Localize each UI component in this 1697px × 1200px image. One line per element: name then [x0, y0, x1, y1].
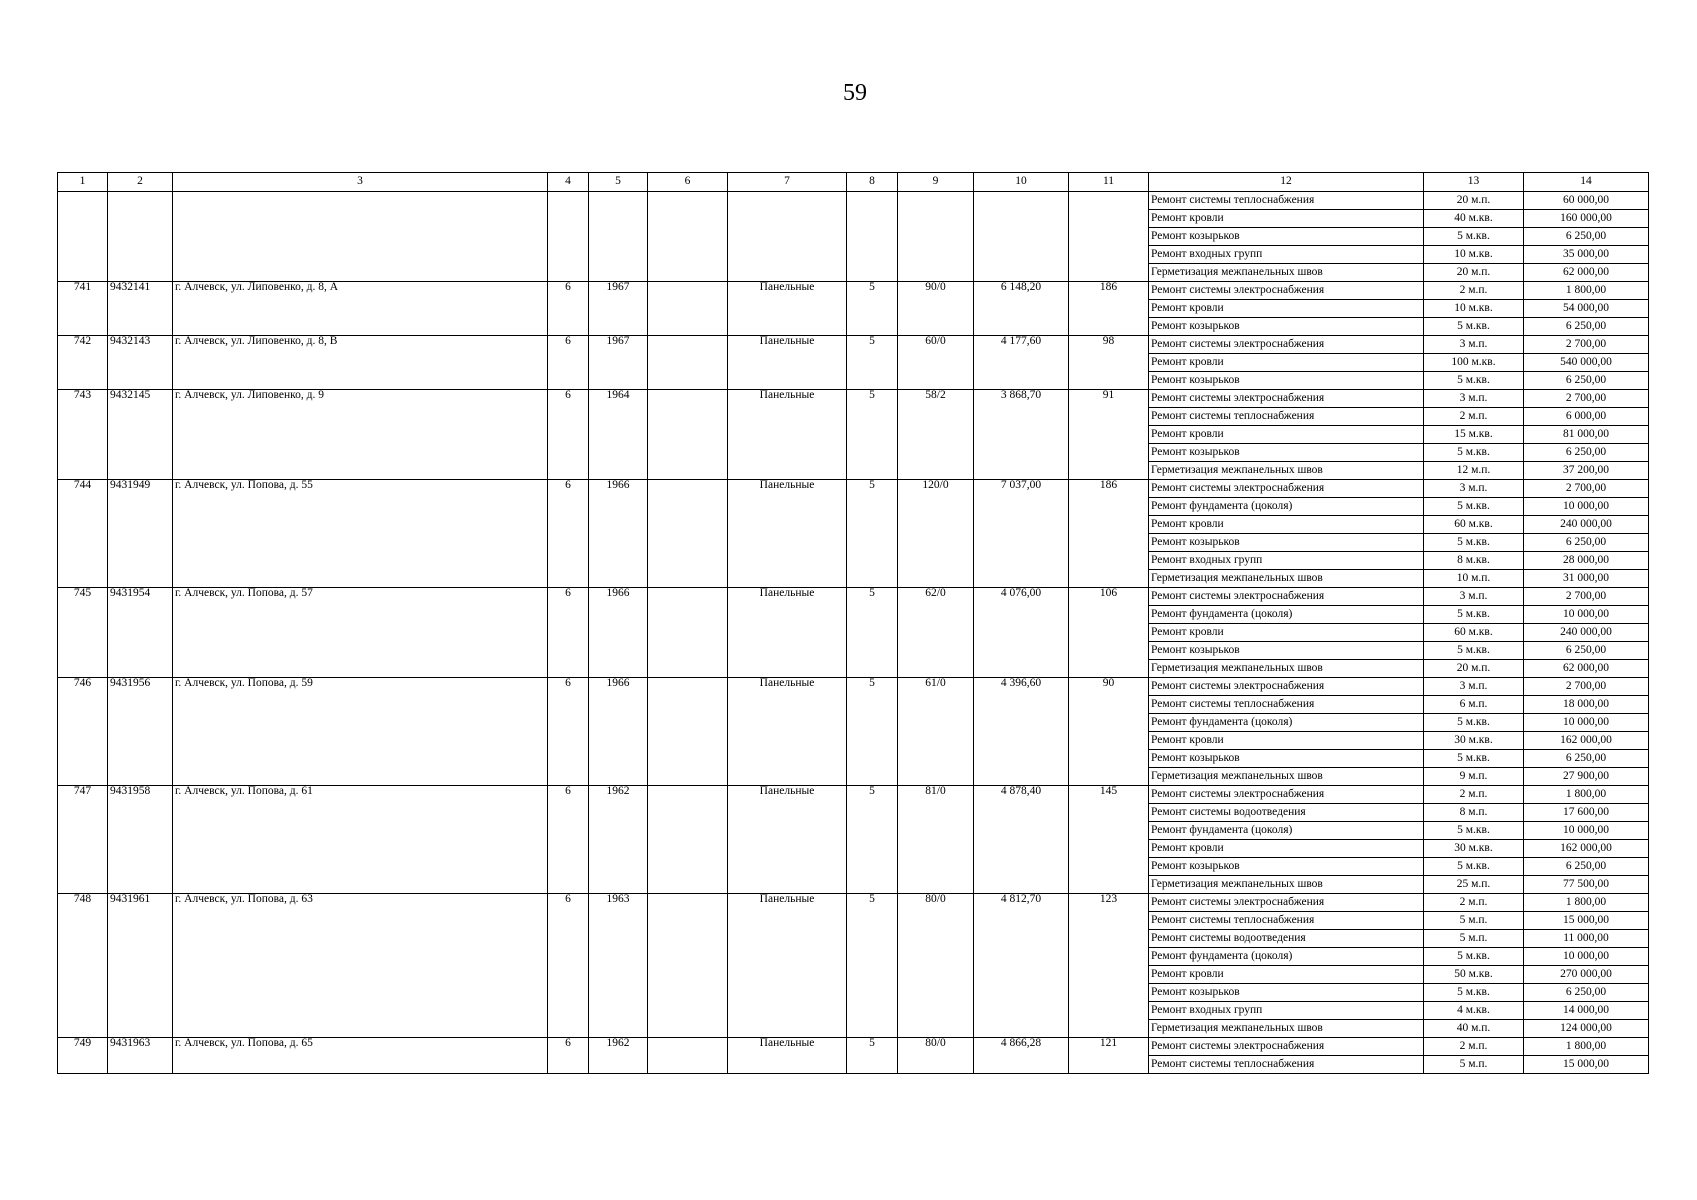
building-residents	[1069, 192, 1149, 282]
building-floors: 5	[847, 786, 898, 894]
work-name: Герметизация межпанельных швов	[1149, 768, 1424, 786]
building-apartments: 62/0	[898, 588, 974, 678]
work-name: Ремонт козырьков	[1149, 228, 1424, 246]
building-wall-material: Панельные	[728, 1038, 847, 1074]
building-floors	[847, 192, 898, 282]
work-cost: 6 250,00	[1524, 228, 1649, 246]
work-cost: 18 000,00	[1524, 696, 1649, 714]
work-cost: 124 000,00	[1524, 1020, 1649, 1038]
work-quantity: 60 м.кв.	[1424, 624, 1524, 642]
work-quantity: 5 м.п.	[1424, 930, 1524, 948]
building-floors: 5	[847, 894, 898, 1038]
building-address	[173, 192, 548, 282]
building-col4: 6	[548, 786, 589, 894]
building-year: 1967	[589, 282, 648, 336]
building-code	[108, 192, 173, 282]
work-name: Ремонт козырьков	[1149, 984, 1424, 1002]
building-col6	[648, 192, 728, 282]
building-col4: 6	[548, 1038, 589, 1074]
work-name: Ремонт козырьков	[1149, 642, 1424, 660]
work-quantity: 20 м.п.	[1424, 264, 1524, 282]
work-name: Ремонт системы водоотведения	[1149, 930, 1424, 948]
work-quantity: 3 м.п.	[1424, 678, 1524, 696]
work-quantity: 2 м.п.	[1424, 1038, 1524, 1056]
work-name: Ремонт кровли	[1149, 624, 1424, 642]
table-row	[58, 192, 1649, 210]
building-col6	[648, 336, 728, 390]
page-number: 59	[843, 80, 867, 106]
work-quantity: 5 м.кв.	[1424, 606, 1524, 624]
work-cost: 540 000,00	[1524, 354, 1649, 372]
work-quantity: 5 м.кв.	[1424, 714, 1524, 732]
work-name: Ремонт фундамента (цоколя)	[1149, 948, 1424, 966]
building-col6	[648, 1038, 728, 1074]
work-name: Герметизация межпанельных швов	[1149, 1020, 1424, 1038]
building-col6	[648, 588, 728, 678]
building-apartments: 80/0	[898, 1038, 974, 1074]
work-quantity: 60 м.кв.	[1424, 516, 1524, 534]
building-number: 746	[58, 678, 108, 786]
work-quantity: 5 м.кв.	[1424, 318, 1524, 336]
building-residents: 121	[1069, 1038, 1149, 1074]
work-quantity: 5 м.кв.	[1424, 642, 1524, 660]
column-header: 2	[108, 173, 173, 192]
work-cost: 10 000,00	[1524, 714, 1649, 732]
building-address: г. Алчевск, ул. Попова, д. 59	[173, 678, 548, 786]
work-name: Ремонт кровли	[1149, 426, 1424, 444]
work-name: Ремонт козырьков	[1149, 858, 1424, 876]
building-col4: 6	[548, 588, 589, 678]
work-cost: 6 250,00	[1524, 318, 1649, 336]
building-col6	[648, 282, 728, 336]
building-address: г. Алчевск, ул. Липовенко, д. 9	[173, 390, 548, 480]
column-header: 12	[1149, 173, 1424, 192]
work-cost: 160 000,00	[1524, 210, 1649, 228]
building-year: 1966	[589, 588, 648, 678]
work-cost: 60 000,00	[1524, 192, 1649, 210]
work-name: Герметизация межпанельных швов	[1149, 570, 1424, 588]
building-floors: 5	[847, 480, 898, 588]
building-area	[974, 192, 1069, 282]
building-number: 742	[58, 336, 108, 390]
work-cost: 1 800,00	[1524, 894, 1649, 912]
building-area: 4 878,40	[974, 786, 1069, 894]
work-name: Ремонт кровли	[1149, 210, 1424, 228]
building-address: г. Алчевск, ул. Попова, д. 55	[173, 480, 548, 588]
building-code: 9431956	[108, 678, 173, 786]
work-quantity: 5 м.п.	[1424, 912, 1524, 930]
building-apartments: 90/0	[898, 282, 974, 336]
work-quantity: 5 м.кв.	[1424, 228, 1524, 246]
work-quantity: 2 м.п.	[1424, 282, 1524, 300]
building-year: 1962	[589, 1038, 648, 1074]
column-header: 13	[1424, 173, 1524, 192]
building-area: 4 177,60	[974, 336, 1069, 390]
work-quantity: 40 м.п.	[1424, 1020, 1524, 1038]
work-name: Герметизация межпанельных швов	[1149, 264, 1424, 282]
building-area: 4 076,00	[974, 588, 1069, 678]
building-code: 9431958	[108, 786, 173, 894]
work-cost: 10 000,00	[1524, 498, 1649, 516]
work-cost: 77 500,00	[1524, 876, 1649, 894]
work-name: Ремонт системы теплоснабжения	[1149, 1056, 1424, 1074]
building-floors: 5	[847, 282, 898, 336]
work-cost: 62 000,00	[1524, 660, 1649, 678]
work-name: Ремонт козырьков	[1149, 444, 1424, 462]
work-cost: 37 200,00	[1524, 462, 1649, 480]
building-col4: 6	[548, 282, 589, 336]
building-number: 745	[58, 588, 108, 678]
building-residents: 106	[1069, 588, 1149, 678]
building-year: 1967	[589, 336, 648, 390]
work-quantity: 20 м.п.	[1424, 192, 1524, 210]
building-apartments: 81/0	[898, 786, 974, 894]
building-code: 9432141	[108, 282, 173, 336]
work-cost: 6 250,00	[1524, 858, 1649, 876]
table-row	[58, 336, 1649, 354]
work-name: Ремонт системы электроснабжения	[1149, 336, 1424, 354]
work-quantity: 15 м.кв.	[1424, 426, 1524, 444]
work-name: Ремонт козырьков	[1149, 534, 1424, 552]
building-address: г. Алчевск, ул. Попова, д. 63	[173, 894, 548, 1038]
building-number: 741	[58, 282, 108, 336]
work-quantity: 6 м.п.	[1424, 696, 1524, 714]
work-name: Ремонт системы электроснабжения	[1149, 480, 1424, 498]
work-name: Ремонт козырьков	[1149, 318, 1424, 336]
table-row	[58, 1038, 1649, 1056]
building-wall-material: Панельные	[728, 588, 847, 678]
work-name: Ремонт фундамента (цоколя)	[1149, 498, 1424, 516]
work-cost: 1 800,00	[1524, 786, 1649, 804]
work-name: Ремонт кровли	[1149, 354, 1424, 372]
building-apartments: 80/0	[898, 894, 974, 1038]
work-quantity: 100 м.кв.	[1424, 354, 1524, 372]
work-quantity: 8 м.кв.	[1424, 552, 1524, 570]
building-col4: 6	[548, 390, 589, 480]
work-quantity: 5 м.кв.	[1424, 498, 1524, 516]
work-quantity: 5 м.кв.	[1424, 750, 1524, 768]
building-number: 749	[58, 1038, 108, 1074]
work-cost: 2 700,00	[1524, 336, 1649, 354]
building-wall-material: Панельные	[728, 786, 847, 894]
table-row	[58, 786, 1649, 804]
building-wall-material: Панельные	[728, 480, 847, 588]
column-header: 7	[728, 173, 847, 192]
work-cost: 162 000,00	[1524, 732, 1649, 750]
table-row	[58, 894, 1649, 912]
work-quantity: 3 м.п.	[1424, 588, 1524, 606]
work-name: Ремонт входных групп	[1149, 246, 1424, 264]
building-area: 3 868,70	[974, 390, 1069, 480]
work-name: Ремонт кровли	[1149, 966, 1424, 984]
building-number	[58, 192, 108, 282]
work-quantity: 30 м.кв.	[1424, 840, 1524, 858]
building-col4	[548, 192, 589, 282]
work-name: Ремонт системы водоотведения	[1149, 804, 1424, 822]
work-quantity: 5 м.кв.	[1424, 858, 1524, 876]
building-floors: 5	[847, 1038, 898, 1074]
building-col4: 6	[548, 678, 589, 786]
work-quantity: 40 м.кв.	[1424, 210, 1524, 228]
column-number-row	[58, 173, 1649, 192]
work-cost: 31 000,00	[1524, 570, 1649, 588]
work-name: Ремонт козырьков	[1149, 750, 1424, 768]
building-code: 9432145	[108, 390, 173, 480]
work-cost: 6 250,00	[1524, 444, 1649, 462]
work-cost: 6 250,00	[1524, 642, 1649, 660]
work-name: Ремонт фундамента (цоколя)	[1149, 822, 1424, 840]
work-cost: 15 000,00	[1524, 912, 1649, 930]
building-col4: 6	[548, 894, 589, 1038]
column-header: 10	[974, 173, 1069, 192]
building-residents: 145	[1069, 786, 1149, 894]
work-name: Ремонт системы электроснабжения	[1149, 786, 1424, 804]
building-wall-material: Панельные	[728, 894, 847, 1038]
column-header: 8	[847, 173, 898, 192]
building-code: 9432143	[108, 336, 173, 390]
work-cost: 2 700,00	[1524, 588, 1649, 606]
work-quantity: 2 м.п.	[1424, 786, 1524, 804]
building-area: 7 037,00	[974, 480, 1069, 588]
work-cost: 2 700,00	[1524, 480, 1649, 498]
work-name: Ремонт кровли	[1149, 516, 1424, 534]
work-quantity: 5 м.кв.	[1424, 948, 1524, 966]
work-quantity: 20 м.п.	[1424, 660, 1524, 678]
column-header: 9	[898, 173, 974, 192]
work-cost: 10 000,00	[1524, 948, 1649, 966]
work-quantity: 10 м.кв.	[1424, 300, 1524, 318]
building-wall-material: Панельные	[728, 336, 847, 390]
building-apartments: 60/0	[898, 336, 974, 390]
work-quantity: 5 м.кв.	[1424, 534, 1524, 552]
work-quantity: 10 м.кв.	[1424, 246, 1524, 264]
work-quantity: 12 м.п.	[1424, 462, 1524, 480]
building-area: 4 812,70	[974, 894, 1069, 1038]
work-name: Ремонт козырьков	[1149, 372, 1424, 390]
building-number: 744	[58, 480, 108, 588]
building-year: 1966	[589, 480, 648, 588]
work-cost: 14 000,00	[1524, 1002, 1649, 1020]
building-code: 9431949	[108, 480, 173, 588]
work-quantity: 25 м.п.	[1424, 876, 1524, 894]
work-quantity: 30 м.кв.	[1424, 732, 1524, 750]
work-cost: 81 000,00	[1524, 426, 1649, 444]
work-name: Ремонт входных групп	[1149, 1002, 1424, 1020]
building-area: 6 148,20	[974, 282, 1069, 336]
table-row	[58, 390, 1649, 408]
repair-register-table	[57, 172, 1649, 1074]
building-address: г. Алчевск, ул. Липовенко, д. 8, В	[173, 336, 548, 390]
work-name: Герметизация межпанельных швов	[1149, 462, 1424, 480]
work-cost: 35 000,00	[1524, 246, 1649, 264]
work-cost: 6 250,00	[1524, 534, 1649, 552]
building-floors: 5	[847, 390, 898, 480]
building-address: г. Алчевск, ул. Липовенко, д. 8, А	[173, 282, 548, 336]
column-header: 1	[58, 173, 108, 192]
work-quantity: 8 м.п.	[1424, 804, 1524, 822]
building-apartments	[898, 192, 974, 282]
work-name: Ремонт системы теплоснабжения	[1149, 192, 1424, 210]
building-number: 743	[58, 390, 108, 480]
table-row	[58, 282, 1649, 300]
building-wall-material: Панельные	[728, 282, 847, 336]
building-residents: 123	[1069, 894, 1149, 1038]
work-quantity: 9 м.п.	[1424, 768, 1524, 786]
column-header: 14	[1524, 173, 1649, 192]
work-cost: 1 800,00	[1524, 282, 1649, 300]
column-header: 6	[648, 173, 728, 192]
building-wall-material: Панельные	[728, 678, 847, 786]
work-name: Ремонт системы электроснабжения	[1149, 1038, 1424, 1056]
work-cost: 270 000,00	[1524, 966, 1649, 984]
building-residents: 186	[1069, 480, 1149, 588]
work-name: Ремонт системы электроснабжения	[1149, 282, 1424, 300]
work-cost: 2 700,00	[1524, 678, 1649, 696]
building-area: 4 866,28	[974, 1038, 1069, 1074]
building-apartments: 120/0	[898, 480, 974, 588]
work-cost: 6 000,00	[1524, 408, 1649, 426]
work-name: Ремонт системы теплоснабжения	[1149, 696, 1424, 714]
building-code: 9431954	[108, 588, 173, 678]
work-name: Герметизация межпанельных швов	[1149, 876, 1424, 894]
building-col6	[648, 480, 728, 588]
building-wall-material: Панельные	[728, 390, 847, 480]
table-row	[58, 678, 1649, 696]
work-name: Ремонт системы электроснабжения	[1149, 588, 1424, 606]
table-row	[58, 480, 1649, 498]
work-name: Ремонт системы электроснабжения	[1149, 390, 1424, 408]
building-year: 1962	[589, 786, 648, 894]
work-cost: 2 700,00	[1524, 390, 1649, 408]
work-quantity: 50 м.кв.	[1424, 966, 1524, 984]
work-name: Ремонт системы электроснабжения	[1149, 894, 1424, 912]
work-quantity: 3 м.п.	[1424, 336, 1524, 354]
work-quantity: 5 м.кв.	[1424, 444, 1524, 462]
building-floors: 5	[847, 678, 898, 786]
work-cost: 10 000,00	[1524, 606, 1649, 624]
work-cost: 10 000,00	[1524, 822, 1649, 840]
building-residents: 91	[1069, 390, 1149, 480]
work-cost: 1 800,00	[1524, 1038, 1649, 1056]
work-name: Ремонт кровли	[1149, 732, 1424, 750]
work-cost: 11 000,00	[1524, 930, 1649, 948]
column-header: 4	[548, 173, 589, 192]
column-header: 3	[173, 173, 548, 192]
building-year: 1964	[589, 390, 648, 480]
work-cost: 162 000,00	[1524, 840, 1649, 858]
building-year	[589, 192, 648, 282]
work-cost: 17 600,00	[1524, 804, 1649, 822]
work-name: Ремонт входных групп	[1149, 552, 1424, 570]
building-apartments: 58/2	[898, 390, 974, 480]
building-residents: 186	[1069, 282, 1149, 336]
work-quantity: 2 м.п.	[1424, 408, 1524, 426]
work-cost: 15 000,00	[1524, 1056, 1649, 1074]
building-year: 1963	[589, 894, 648, 1038]
work-quantity: 5 м.п.	[1424, 1056, 1524, 1074]
building-code: 9431961	[108, 894, 173, 1038]
work-name: Ремонт кровли	[1149, 300, 1424, 318]
building-floors: 5	[847, 336, 898, 390]
work-quantity: 3 м.п.	[1424, 480, 1524, 498]
work-cost: 6 250,00	[1524, 372, 1649, 390]
work-quantity: 5 м.кв.	[1424, 984, 1524, 1002]
column-header: 11	[1069, 173, 1149, 192]
column-header: 5	[589, 173, 648, 192]
building-col6	[648, 894, 728, 1038]
work-name: Ремонт системы теплоснабжения	[1149, 408, 1424, 426]
work-name: Ремонт системы электроснабжения	[1149, 678, 1424, 696]
work-name: Ремонт фундамента (цоколя)	[1149, 714, 1424, 732]
work-cost: 240 000,00	[1524, 516, 1649, 534]
building-number: 747	[58, 786, 108, 894]
work-name: Ремонт системы теплоснабжения	[1149, 912, 1424, 930]
work-name: Герметизация межпанельных швов	[1149, 660, 1424, 678]
building-col4: 6	[548, 336, 589, 390]
work-name: Ремонт кровли	[1149, 840, 1424, 858]
work-name: Ремонт фундамента (цоколя)	[1149, 606, 1424, 624]
building-col4: 6	[548, 480, 589, 588]
building-year: 1966	[589, 678, 648, 786]
work-cost: 6 250,00	[1524, 984, 1649, 1002]
work-cost: 6 250,00	[1524, 750, 1649, 768]
building-wall-material	[728, 192, 847, 282]
work-quantity: 5 м.кв.	[1424, 372, 1524, 390]
work-quantity: 2 м.п.	[1424, 894, 1524, 912]
building-number: 748	[58, 894, 108, 1038]
building-residents: 98	[1069, 336, 1149, 390]
work-cost: 28 000,00	[1524, 552, 1649, 570]
building-address: г. Алчевск, ул. Попова, д. 65	[173, 1038, 548, 1074]
building-apartments: 61/0	[898, 678, 974, 786]
table-row	[58, 588, 1649, 606]
work-cost: 54 000,00	[1524, 300, 1649, 318]
work-quantity: 10 м.п.	[1424, 570, 1524, 588]
work-quantity: 3 м.п.	[1424, 390, 1524, 408]
work-quantity: 5 м.кв.	[1424, 822, 1524, 840]
building-area: 4 396,60	[974, 678, 1069, 786]
building-code: 9431963	[108, 1038, 173, 1074]
work-cost: 27 900,00	[1524, 768, 1649, 786]
building-col6	[648, 678, 728, 786]
building-address: г. Алчевск, ул. Попова, д. 61	[173, 786, 548, 894]
work-cost: 62 000,00	[1524, 264, 1649, 282]
building-address: г. Алчевск, ул. Попова, д. 57	[173, 588, 548, 678]
building-floors: 5	[847, 588, 898, 678]
register-body	[58, 192, 1649, 1074]
building-residents: 90	[1069, 678, 1149, 786]
building-col6	[648, 390, 728, 480]
work-cost: 240 000,00	[1524, 624, 1649, 642]
work-quantity: 4 м.кв.	[1424, 1002, 1524, 1020]
building-col6	[648, 786, 728, 894]
